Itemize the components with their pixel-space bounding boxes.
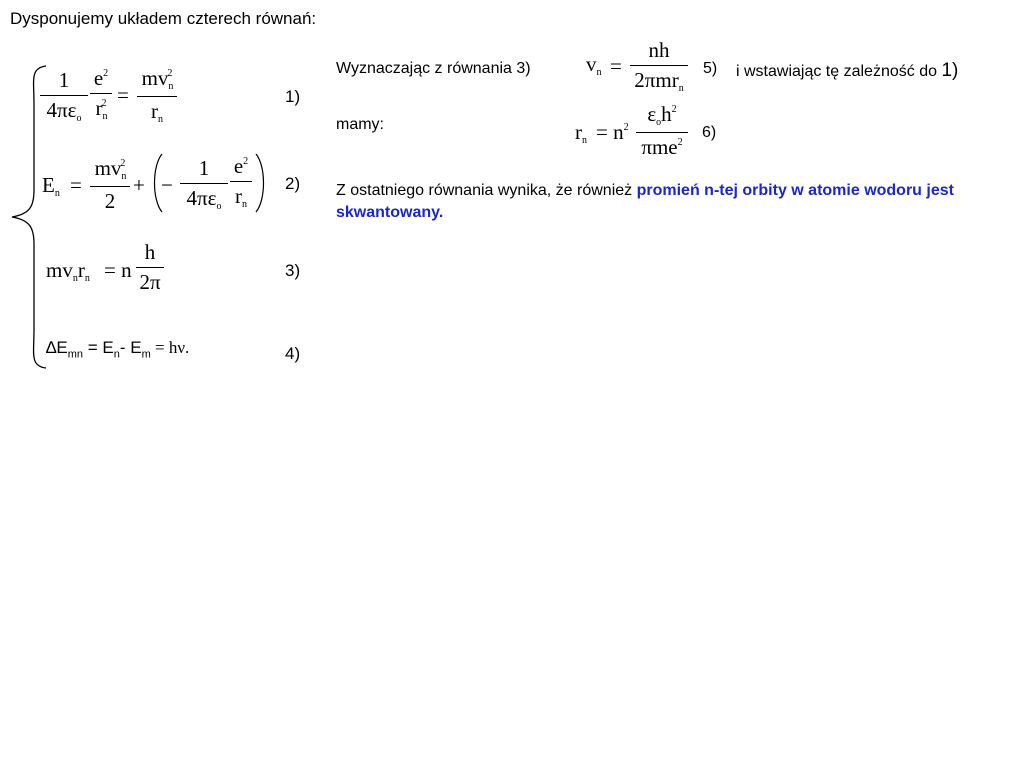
eq2-label: 2): [285, 174, 301, 193]
eq1-frac-mvn2-over-rn: $mv_n^2$ $r_n$: [137, 68, 177, 125]
eq2-minus: −: [161, 173, 173, 197]
eq3-lhs: $mv_nr_n$: [46, 258, 90, 284]
eq1-label: 1): [285, 87, 301, 106]
eq6-lhs: $r_n$: [575, 120, 587, 146]
slide-heading: Dysponujemy układem czterech równań:: [10, 9, 317, 28]
eq2-right-paren: [254, 152, 268, 214]
we-have-text: mamy:: [336, 116, 384, 133]
eq3-label: 3): [285, 261, 301, 280]
eq1-equals: =: [117, 83, 129, 107]
eq1-frac-e2-over-rn2: $e^2$ $r_n^2$: [90, 68, 112, 122]
eq2-frac-mvn2-over-2: $mv_n^2$ 2: [90, 158, 130, 212]
conclusion-text: [336, 180, 1004, 224]
eq2-equals: =: [70, 173, 82, 197]
eq2-frac-1-over-4pie0: 1 $4\pi\varepsilon_o$: [180, 158, 228, 212]
eq2-plus: +: [133, 173, 145, 197]
eq3-equals-n: = n: [104, 258, 132, 282]
eq1-frac-1-over-4pie0: 1 $4\pi\varepsilon_o$: [40, 70, 88, 124]
conclusion-plain: Z ostatniego równania wynika, że również: [336, 182, 633, 199]
eq4-expression: $\Delta E_{mn} = E_n-$ $E_m = h\nu$.: [46, 338, 190, 361]
eq4-label: 4): [285, 344, 301, 363]
determine-text: Wyznaczając z równania 3): [336, 60, 531, 77]
eq6-frac-e0h2-over-pime2: $\varepsilon_oh^2$ πme$^2$: [636, 104, 688, 158]
eq2-lhs: $E_n$: [42, 173, 60, 199]
eq5-label: 5): [703, 60, 718, 77]
eq5-frac-nh-over-2pimrn: nh 2πmr$_n$: [630, 40, 688, 94]
substitute-text: i wstawiając tę zależność do 1): [736, 60, 959, 81]
eq3-frac-h-over-2pi: h 2π: [136, 242, 164, 293]
conclusion-highlight: promień n-tej orbity w atomie wodoru jest skwantowany.: [336, 182, 954, 221]
eq5-lhs: $v_n$: [586, 52, 602, 78]
eq6-label: 6): [702, 124, 717, 141]
eq2-frac-e2-over-rn: $e^2$ $r_n$: [230, 156, 252, 210]
eq6-equals-n2: = $n^2$: [596, 120, 629, 144]
eq5-equals: =: [610, 54, 622, 78]
